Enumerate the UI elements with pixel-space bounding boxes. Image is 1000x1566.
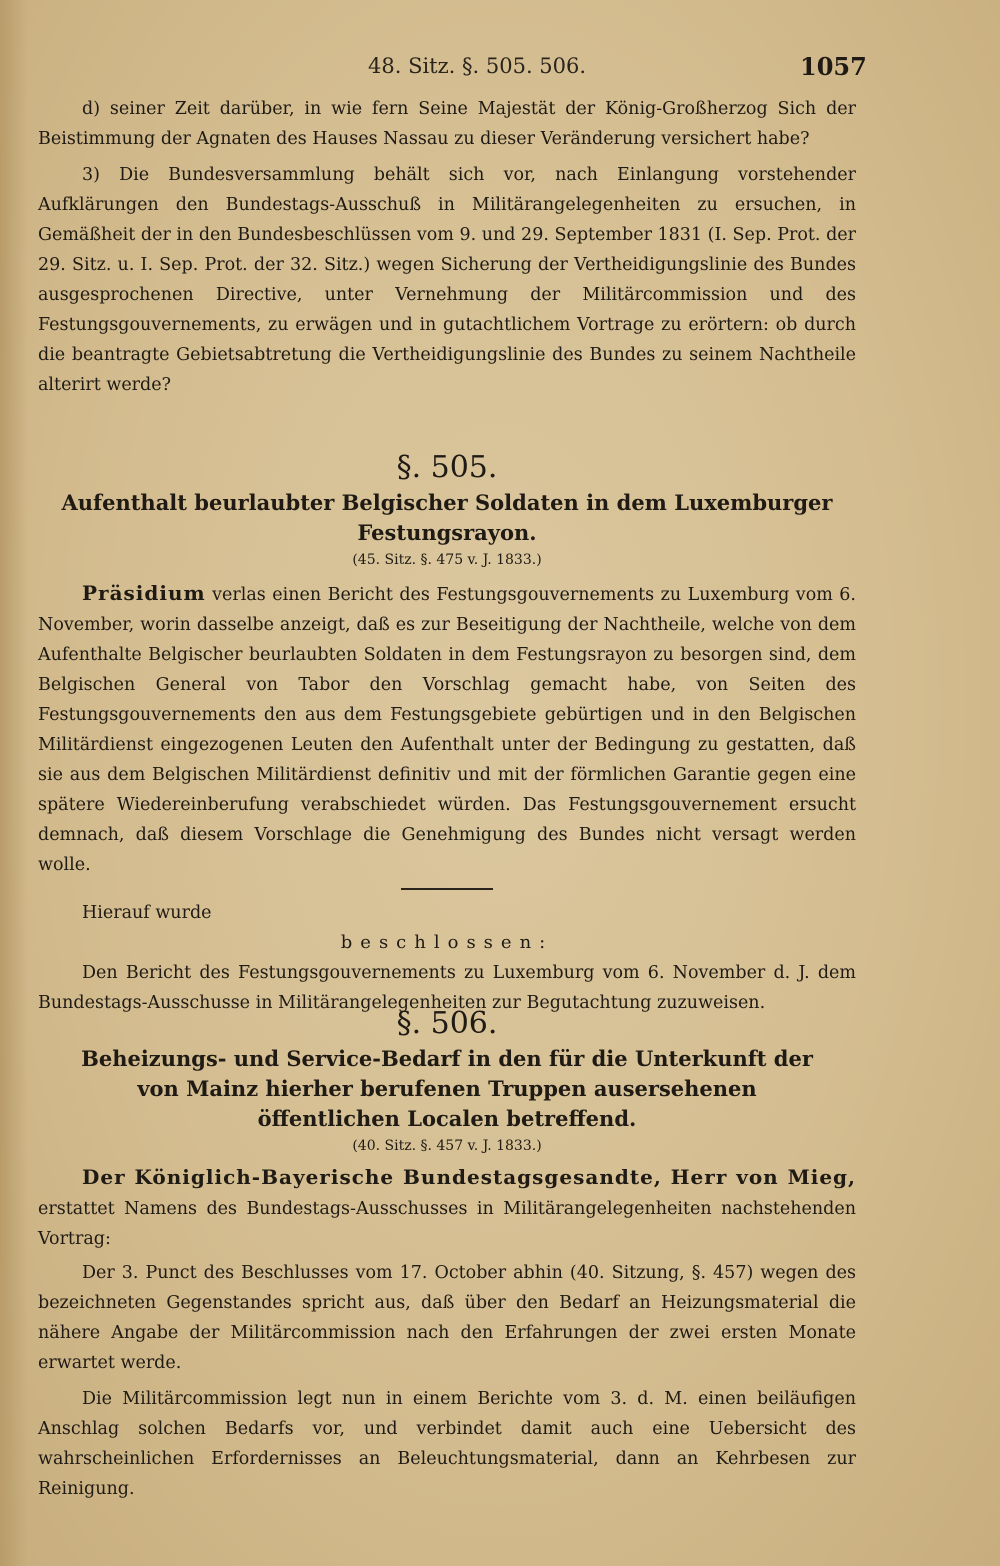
page-number: 1057 (800, 52, 867, 81)
section-505-number: §. 505. (396, 450, 498, 485)
section-505 (38, 448, 856, 1018)
section-505-body-text: verlas einen Bericht des Festungsgouvernements zu Luxemburg vom 6. November, worin dasselbe anzeigt, daß es zur Beseitigung der Nachtheile, welche von dem Aufenthalte Belgischer beurlaubten Soldaten in dem Festungsrayon zu besorgen sind, dem Belgischen General von Tabor den Vorschlag gemacht habe, von Seiten des Festungsgouvernements den aus dem Festungsgebiete gebürtigen und in den Belgischen Militärdienst eingezogenen Leuten den Aufenthalt unter der Bedingung zu gestatten, daß sie aus dem Belgischen Militärdienst definitiv und mit der förmlichen Garantie gegen eine spätere Wiedereinberufung verabschiedet würden. Das Festungsgouvernement ersucht demnach, daß diesem Vorschlage die Genehmigung des Bundes nicht versagt werden wolle. (38, 585, 856, 875)
section-506-lead (38, 1162, 856, 1254)
section-505-title: Aufenthalt beurlaubter Belgischer Soldaten in dem Luxemburger Festungsrayon. (61, 490, 833, 545)
divider-rule (401, 888, 493, 890)
section-506-para-2: Die Militärcommission legt nun in einem Berichte vom 3. d. M. einen beiläufigen Anschlag solchen Bedarfs vor, und verbindet damit auch eine Uebersicht des wahrscheinlichen Erfordernisses an Beleuchtungsmaterial, dann an Kehrbesen zur Reinigung. (38, 1389, 856, 1499)
running-head-title: 48. Sitz. §. 505. 506. (368, 54, 587, 78)
envoy-name: Der Königlich-Bayerische Bundestagsgesandte, Herr von Mieg, (82, 1165, 856, 1189)
section-505-resolution: Den Bericht des Festungsgouvernements zu Luxemburg vom 6. November d. J. dem Bundestags-Ausschusse in Militärangelegenheiten zur Begutachtung zuzuweisen. (38, 963, 856, 1013)
section-506 (38, 1004, 856, 1504)
running-head (0, 52, 1000, 86)
beschlossen-label: beschlossen: (340, 932, 554, 953)
hierauf-line: Hierauf wurde (82, 903, 212, 923)
section-506-number: §. 506. (396, 1006, 498, 1041)
section-506-lead-rest: erstattet Namens des Bundestags-Ausschusses in Militärangelegenheiten nachstehenden Vortrag: (38, 1199, 856, 1249)
section-506-reference: (40. Sitz. §. 457 v. J. 1833.) (352, 1138, 542, 1154)
spine-shadow (0, 0, 28, 1566)
praesidium-label: Präsidium (82, 581, 206, 605)
text-block-top (38, 94, 856, 400)
section-505-body (38, 578, 856, 880)
section-506-title: Beheizungs- und Service-Bedarf in den für die Unterkunft der von Mainz hierher berufenen Truppen ausersehenen öffentlichen Localen betreffend. (81, 1046, 813, 1131)
section-505-reference: (45. Sitz. §. 475 v. J. 1833.) (352, 552, 542, 568)
paragraph-d: d) seiner Zeit darüber, in wie fern Seine Majestät der König-Großherzog Sich der Beistimmung der Agnaten des Hauses Nassau zu dieser Veränderung versichert habe? (38, 99, 856, 149)
paragraph-3: 3) Die Bundesversammlung behält sich vor, nach Einlangung vorstehender Aufklärungen den Bundestags-Ausschuß in Militärangelegenheiten zu ersuchen, in Gemäßheit der in den Bundesbeschlüssen vom 9. und 29. September 1831 (I. Sep. Prot. der 29. Sitz. u. I. Sep. Prot. der 32. Sitz.) wegen Sicherung der Vertheidigungslinie des Bundes ausgesprochenen Directive, unter Vernehmung der Militärcommission und des Festungsgouvernements, zu erwägen und in gutachtlichem Vortrage zu erörtern: ob durch die beantragte Gebietsabtretung die Vertheidigungslinie des Bundes zu seinem Nachtheile alterirt werde? (38, 165, 856, 395)
section-506-para-1: Der 3. Punct des Beschlusses vom 17. October abhin (40. Sitzung, §. 457) wegen des bezeichneten Gegenstandes spricht aus, daß über den Bedarf an Heizungsmaterial die nähere Angabe der Militärcommission nach den Erfahrungen der zwei ersten Monate erwartet werde. (38, 1263, 856, 1373)
